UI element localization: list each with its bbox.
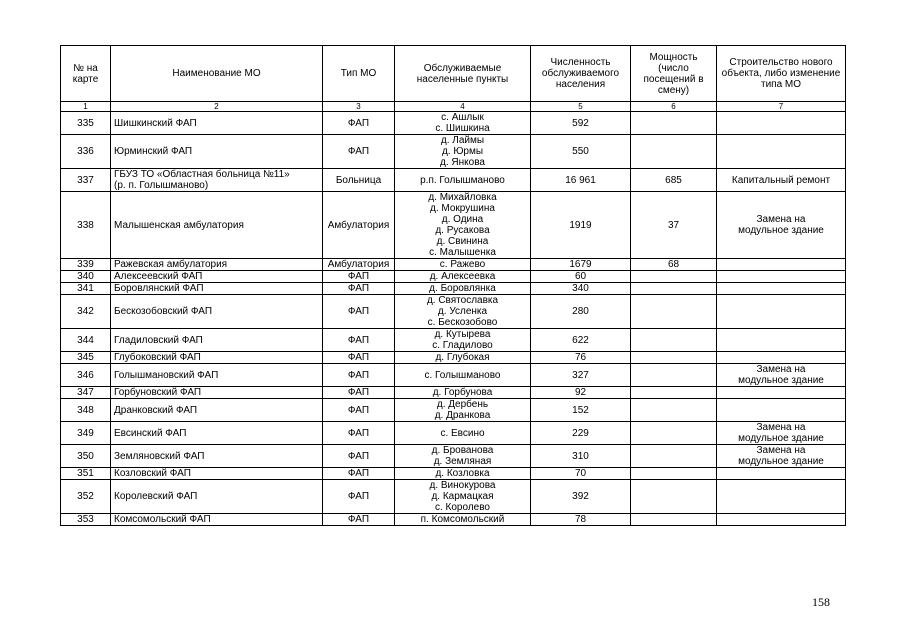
table-row (61, 352, 846, 364)
facility-type-cell: ФАП (323, 399, 395, 422)
population-cell: 16 961 (531, 169, 631, 192)
capacity-cell (631, 352, 717, 364)
construction-cell (717, 480, 846, 514)
capacity-cell (631, 295, 717, 329)
facility-name-cell: Ражевская амбулатория (111, 259, 323, 271)
facility-name-cell: Козловский ФАП (111, 468, 323, 480)
facility-name-cell: Боровлянский ФАП (111, 283, 323, 295)
population-cell: 550 (531, 135, 631, 169)
table-row (61, 387, 846, 399)
settlements-cell: д. Боровлянка (395, 283, 531, 295)
settlements-cell: д. Винокурова д. Кармацкая с. Королево (395, 480, 531, 514)
construction-cell: Капитальный ремонт (717, 169, 846, 192)
column-number: 5 (531, 102, 631, 112)
facility-type-cell: Больница (323, 169, 395, 192)
facility-type-cell: ФАП (323, 135, 395, 169)
column-number: 2 (111, 102, 323, 112)
population-cell: 340 (531, 283, 631, 295)
map-number-cell: 345 (61, 352, 111, 364)
capacity-cell (631, 387, 717, 399)
capacity-cell (631, 271, 717, 283)
map-number-cell: 353 (61, 514, 111, 526)
settlements-cell: с. Ражево (395, 259, 531, 271)
header-row (61, 46, 846, 102)
settlements-cell: д. Глубокая (395, 352, 531, 364)
capacity-cell (631, 399, 717, 422)
facility-type-cell: ФАП (323, 271, 395, 283)
settlements-cell: д. Горбунова (395, 387, 531, 399)
settlements-cell: с. Ашлык с. Шишкина (395, 112, 531, 135)
table-row (61, 295, 846, 329)
population-cell: 310 (531, 445, 631, 468)
facility-type-cell: ФАП (323, 352, 395, 364)
map-number-cell: 342 (61, 295, 111, 329)
population-cell: 327 (531, 364, 631, 387)
facility-name-cell: Глубоковский ФАП (111, 352, 323, 364)
construction-cell: Замена на модульное здание (717, 445, 846, 468)
facility-name-cell: Земляновский ФАП (111, 445, 323, 468)
settlements-cell: с. Евсино (395, 422, 531, 445)
header-cell: Строительство нового объекта, либо изменение типа МО (717, 46, 846, 102)
settlements-cell: д. Лаймы д. Юрмы д. Янкова (395, 135, 531, 169)
capacity-cell: 68 (631, 259, 717, 271)
capacity-cell (631, 445, 717, 468)
construction-cell (717, 399, 846, 422)
population-cell: 592 (531, 112, 631, 135)
facility-name-cell: Королевский ФАП (111, 480, 323, 514)
capacity-cell (631, 468, 717, 480)
facility-type-cell: ФАП (323, 445, 395, 468)
column-number-row (61, 102, 846, 112)
header-cell: Обслуживаемые населенные пункты (395, 46, 531, 102)
construction-cell: Замена на модульное здание (717, 364, 846, 387)
capacity-cell (631, 283, 717, 295)
header-cell: Мощность (число посещений в смену) (631, 46, 717, 102)
facility-name-cell: Горбуновский ФАП (111, 387, 323, 399)
population-cell: 1919 (531, 192, 631, 259)
header-cell: Наименование МО (111, 46, 323, 102)
map-number-cell: 341 (61, 283, 111, 295)
header-cell: Тип МО (323, 46, 395, 102)
map-number-cell: 339 (61, 259, 111, 271)
settlements-cell: д. Козловка (395, 468, 531, 480)
table-row (61, 480, 846, 514)
table-row (61, 135, 846, 169)
facility-name-cell: Бескозобовский ФАП (111, 295, 323, 329)
construction-cell (717, 468, 846, 480)
map-number-cell: 346 (61, 364, 111, 387)
table-row (61, 329, 846, 352)
table-row (61, 445, 846, 468)
facility-name-cell: Алексеевский ФАП (111, 271, 323, 283)
construction-cell (717, 387, 846, 399)
map-number-cell: 335 (61, 112, 111, 135)
facility-type-cell: Амбулатория (323, 192, 395, 259)
map-number-cell: 350 (61, 445, 111, 468)
construction-cell (717, 283, 846, 295)
settlements-cell: д. Брованова д. Земляная (395, 445, 531, 468)
map-number-cell: 348 (61, 399, 111, 422)
map-number-cell: 352 (61, 480, 111, 514)
table-row (61, 399, 846, 422)
facility-type-cell: ФАП (323, 514, 395, 526)
table-row (61, 192, 846, 259)
settlements-cell: д. Дербень д. Дранкова (395, 399, 531, 422)
facility-type-cell: ФАП (323, 283, 395, 295)
facility-type-cell: Амбулатория (323, 259, 395, 271)
population-cell: 92 (531, 387, 631, 399)
facility-type-cell: ФАП (323, 364, 395, 387)
population-cell: 78 (531, 514, 631, 526)
capacity-cell (631, 329, 717, 352)
construction-cell (717, 135, 846, 169)
map-number-cell: 336 (61, 135, 111, 169)
settlements-cell: д. Кутырева с. Гладилово (395, 329, 531, 352)
population-cell: 152 (531, 399, 631, 422)
map-number-cell: 337 (61, 169, 111, 192)
facility-name-cell: ГБУЗ ТО «Областная больница №11» (р. п. Голышманово) (111, 169, 323, 192)
population-cell: 60 (531, 271, 631, 283)
column-number: 3 (323, 102, 395, 112)
column-number: 7 (717, 102, 846, 112)
table-row (61, 259, 846, 271)
settlements-cell: д. Алексеевка (395, 271, 531, 283)
construction-cell (717, 295, 846, 329)
facility-type-cell: ФАП (323, 387, 395, 399)
map-number-cell: 344 (61, 329, 111, 352)
column-number: 6 (631, 102, 717, 112)
column-number: 4 (395, 102, 531, 112)
capacity-cell (631, 112, 717, 135)
settlements-cell: с. Голышманово (395, 364, 531, 387)
facility-name-cell: Гладиловский ФАП (111, 329, 323, 352)
facility-type-cell: ФАП (323, 468, 395, 480)
map-number-cell: 340 (61, 271, 111, 283)
table-row (61, 422, 846, 445)
construction-cell: Замена на модульное здание (717, 192, 846, 259)
settlements-cell: п. Комсомольский (395, 514, 531, 526)
table-row (61, 514, 846, 526)
header-cell: Численность обслуживаемого населения (531, 46, 631, 102)
map-number-cell: 347 (61, 387, 111, 399)
capacity-cell (631, 364, 717, 387)
population-cell: 229 (531, 422, 631, 445)
capacity-cell (631, 422, 717, 445)
table-row (61, 468, 846, 480)
map-number-cell: 349 (61, 422, 111, 445)
facility-name-cell: Евсинский ФАП (111, 422, 323, 445)
facilities-table (60, 45, 846, 526)
population-cell: 1679 (531, 259, 631, 271)
table-row (61, 364, 846, 387)
facility-type-cell: ФАП (323, 480, 395, 514)
facility-name-cell: Дранковский ФАП (111, 399, 323, 422)
facility-name-cell: Шишкинский ФАП (111, 112, 323, 135)
population-cell: 392 (531, 480, 631, 514)
construction-cell (717, 352, 846, 364)
capacity-cell: 685 (631, 169, 717, 192)
capacity-cell (631, 480, 717, 514)
column-number: 1 (61, 102, 111, 112)
population-cell: 70 (531, 468, 631, 480)
facility-name-cell: Комсомольский ФАП (111, 514, 323, 526)
capacity-cell (631, 135, 717, 169)
facility-type-cell: ФАП (323, 295, 395, 329)
facility-type-cell: ФАП (323, 329, 395, 352)
table-row (61, 112, 846, 135)
construction-cell (717, 112, 846, 135)
header-cell: № на карте (61, 46, 111, 102)
construction-cell (717, 514, 846, 526)
settlements-cell: д. Святославка д. Усленка с. Бескозобово (395, 295, 531, 329)
settlements-cell: д. Михайловка д. Мокрушина д. Одина д. Русакова д. Свинина с. Малышенка (395, 192, 531, 259)
table-row (61, 283, 846, 295)
map-number-cell: 351 (61, 468, 111, 480)
construction-cell: Замена на модульное здание (717, 422, 846, 445)
facility-type-cell: ФАП (323, 422, 395, 445)
map-number-cell: 338 (61, 192, 111, 259)
page-number: 158 (812, 595, 830, 609)
settlements-cell: р.п. Голышманово (395, 169, 531, 192)
facility-type-cell: ФАП (323, 112, 395, 135)
capacity-cell: 37 (631, 192, 717, 259)
table-body (61, 112, 846, 526)
facility-name-cell: Голышмановский ФАП (111, 364, 323, 387)
population-cell: 280 (531, 295, 631, 329)
facility-name-cell: Юрминский ФАП (111, 135, 323, 169)
construction-cell (717, 329, 846, 352)
population-cell: 76 (531, 352, 631, 364)
capacity-cell (631, 514, 717, 526)
facility-name-cell: Малышенская амбулатория (111, 192, 323, 259)
table-row (61, 169, 846, 192)
construction-cell (717, 259, 846, 271)
population-cell: 622 (531, 329, 631, 352)
table-row (61, 271, 846, 283)
construction-cell (717, 271, 846, 283)
